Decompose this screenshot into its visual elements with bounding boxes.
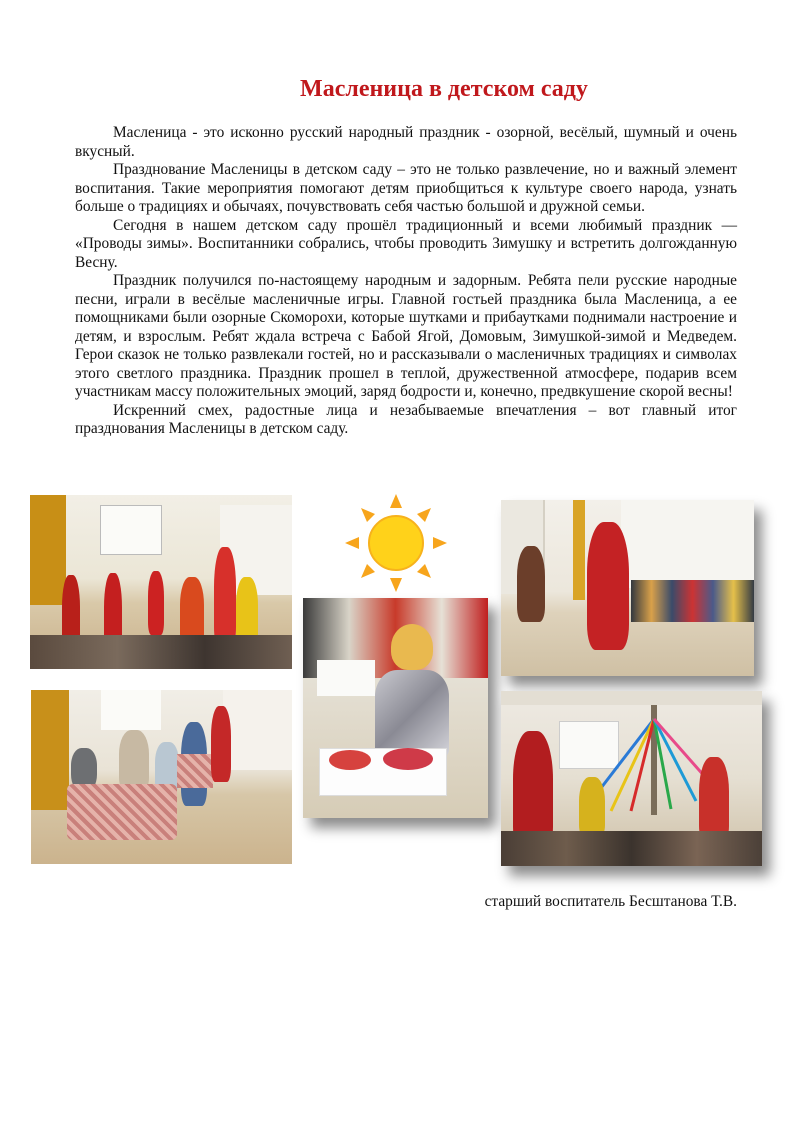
paragraph: Искренний смех, радостные лица и незабываемые впечатления – вот главный итог празднования Масленицы в детском саду. (75, 401, 737, 437)
page-title: Масленица в детском саду (300, 76, 588, 102)
signature: старший воспитатель Бесштанова Т.В. (484, 893, 737, 910)
article-body (75, 124, 737, 439)
photo-skomorokhi-dance (30, 495, 292, 669)
photo-ribbon-pole-dance (501, 691, 762, 866)
paragraph: Празднование Масленицы в детском саду – это не только развлечение, но и важный элемент воспитания. Такие мероприятия помогают детям приобщиться к культуре своего народа, узнать больше о традициях и обычаях, почувствовать себя частью большой и дружной семьи. (75, 161, 737, 215)
photo-maslenitsa-guest (501, 500, 754, 676)
photo-horse-game (31, 690, 292, 864)
photo-child-at-pancake-table (303, 598, 488, 818)
sun-icon (345, 494, 447, 592)
paragraph: Праздник получился по-настоящему народным и задорным. Ребята пели русские народные песни, играли в весёлые масленичные игры. Главной гостьей праздника была Масленица, а ее помощниками были озорные Скоморохи, которые шутками и прибаутками поднимали настроение и детям, и взрослым. Ребят ждала встреча с Бабой Ягой, Домовым, Зимушкой-зимой и Медведем. Герои сказок не только развлекали гостей, но и рассказывали о масленичных традициях и символах этого светлого праздника. Праздник прошел в теплой, дружественной атмосфере, подарив всем участникам массу положительных эмоций, заряд бодрости и, конечно, предвкушение скорой весны! (75, 272, 737, 400)
paragraph: Сегодня в нашем детском саду прошёл традиционный и всеми любимый праздник — «Проводы зимы». Воспитанники собрались, чтобы проводить Зимушку и встретить долгожданную Весну. (75, 216, 737, 271)
paragraph: Масленица - это исконно русский народный праздник - озорной, весёлый, шумный и очень вкусный. (75, 124, 737, 160)
